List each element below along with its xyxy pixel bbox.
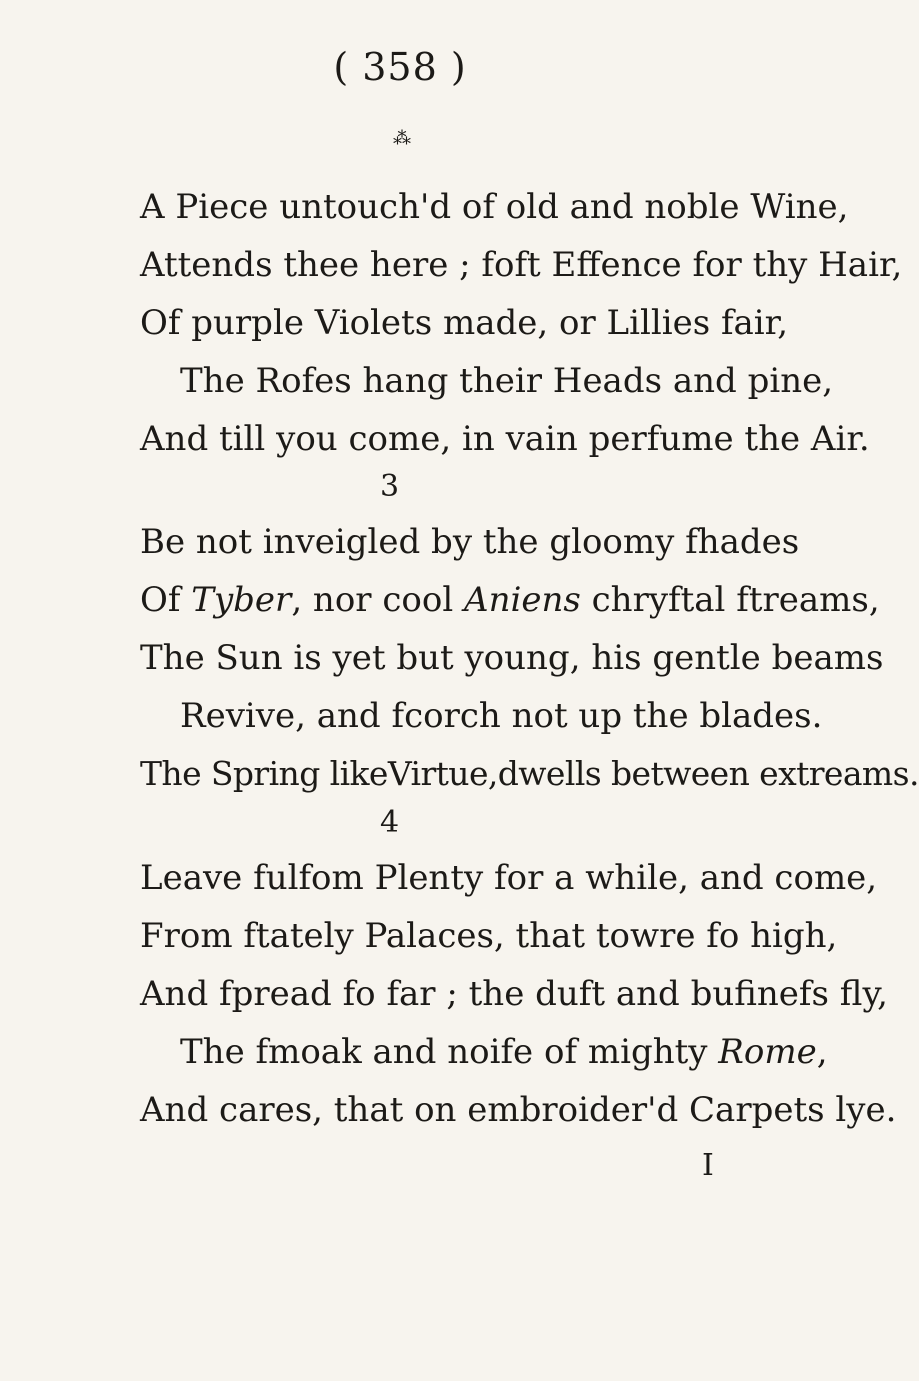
poem-line: Revive, and fcorch not up the blades. bbox=[180, 696, 823, 736]
poem-line: A Piece untouch'd of old and noble Wine, bbox=[140, 187, 849, 227]
poem-line: Leave fulfom Plenty for a while, and come, bbox=[140, 858, 878, 898]
ornament-icon: ⁂ bbox=[393, 128, 411, 149]
poem-line: The Rofes hang their Heads and pine, bbox=[180, 361, 834, 401]
poem-line bbox=[180, 1032, 828, 1072]
poem-text: , nor cool bbox=[291, 580, 454, 620]
poem-text: Of bbox=[140, 580, 181, 620]
place-name: Rome bbox=[718, 1032, 817, 1072]
page-number: ( 358 ) bbox=[333, 45, 467, 89]
poem-text: The fmoak and noife of mighty bbox=[180, 1032, 708, 1072]
poem-line: The Sun is yet but young, his gentle beams bbox=[140, 638, 884, 678]
poem-line bbox=[140, 580, 880, 620]
stanza-number: 3 bbox=[380, 469, 400, 504]
poem-line: Be not inveigled by the gloomy fhades bbox=[140, 522, 800, 562]
poem-text: chryftal ftreams, bbox=[580, 580, 880, 620]
poem-line: And fpread fo far ; the duft and bufinefs fly, bbox=[140, 974, 888, 1014]
poem-line: Of purple Violets made, or Lillies fair, bbox=[140, 303, 789, 343]
poem-line: And cares, that on embroider'd Carpets lye. bbox=[140, 1090, 897, 1130]
stanza-number: 4 bbox=[380, 805, 400, 840]
poem-text: , bbox=[816, 1032, 828, 1072]
poem-line: The Spring likeVirtue,dwells between extreams. bbox=[140, 754, 919, 793]
poem-line: Attends thee here ; foft Effence for thy Hair, bbox=[140, 245, 903, 285]
poem-line: And till you come, in vain perfume the Air. bbox=[140, 419, 870, 459]
catchword: I bbox=[702, 1148, 714, 1183]
poem-line: From ftately Palaces, that towre fo high, bbox=[140, 916, 838, 956]
place-name: Aniens bbox=[464, 580, 581, 620]
place-name: Tyber bbox=[191, 580, 292, 620]
